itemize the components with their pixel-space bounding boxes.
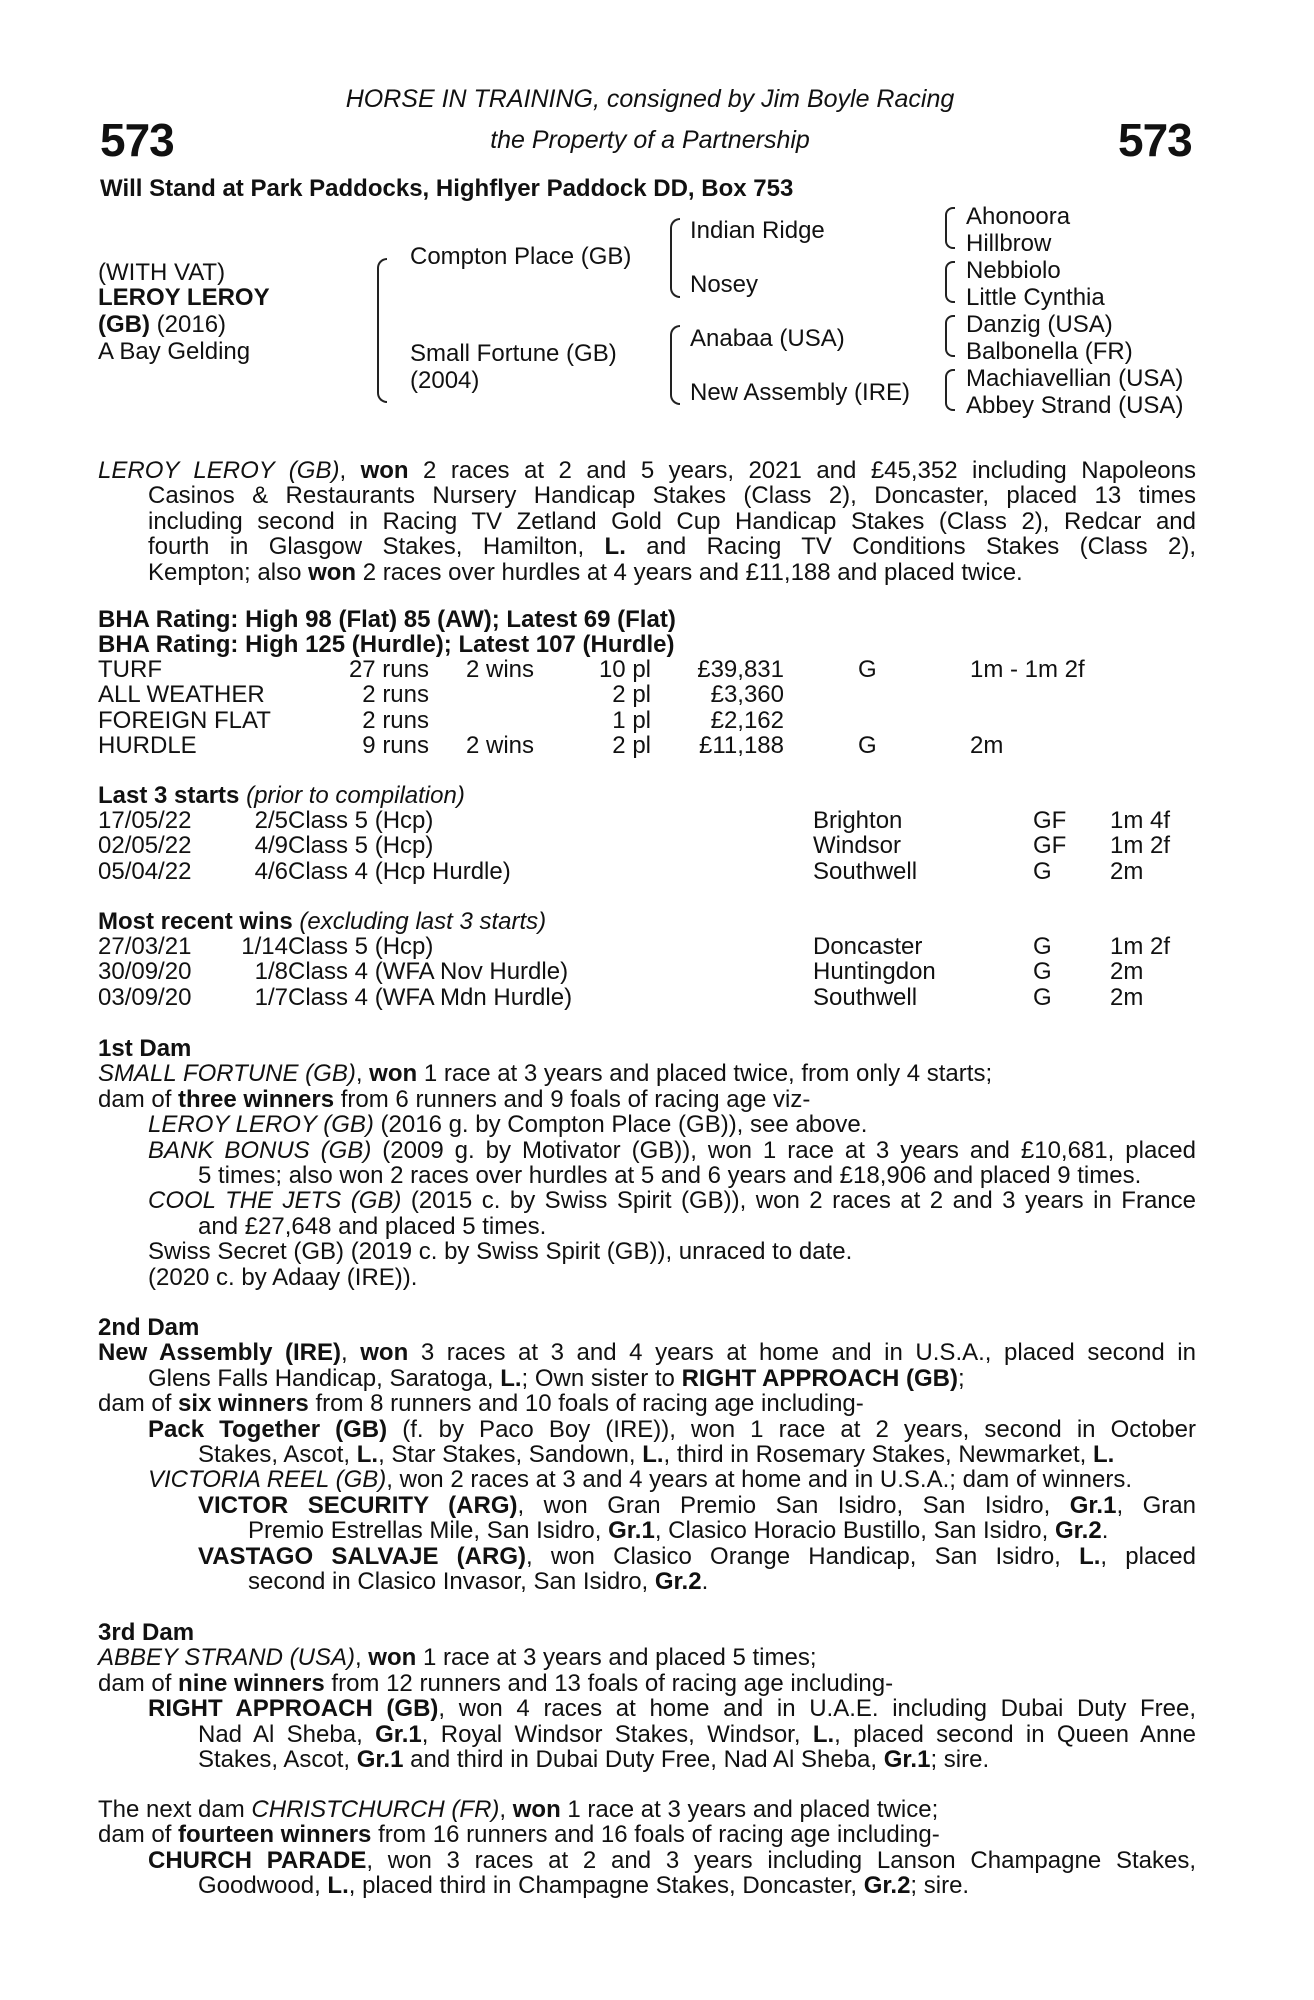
last3-note: (prior to compilation) [239, 782, 465, 809]
text: The next dam [98, 1796, 252, 1823]
race-course: Southwell [813, 857, 918, 885]
race-class: Class 4 (WFA Nov Hurdle) [288, 958, 569, 986]
summary-text: and Racing TV Conditions Stakes (Class 2), [625, 533, 1196, 561]
text: ; [958, 1364, 965, 1392]
race-distance: 1m 2f [1110, 933, 1171, 960]
text: from 6 runners and 9 foals of racing age viz- [334, 1085, 811, 1113]
race-position: 1/7 [254, 983, 288, 1011]
text: , won Gran Premio San Isidro, San Isidro, [517, 1491, 1070, 1519]
dam-name: SMALL FORTUNE (GB) [98, 1060, 356, 1088]
pedigree-sss: Ahonoora [966, 203, 1071, 230]
first-dam-section [98, 1036, 1196, 1290]
text: . [1101, 1517, 1109, 1545]
race-course: Doncaster [813, 933, 923, 960]
pedigree-ddd: Abbey Strand (USA) [966, 392, 1184, 419]
summary-text: 2 races over hurdles at 4 years and £11,188 and placed twice. [356, 558, 1023, 586]
won-word: won [512, 1796, 561, 1823]
pedigree-dds: Machiavellian (USA) [966, 365, 1184, 392]
text: (2016 g. by Compton Place (GB)), see above. [373, 1111, 868, 1139]
pedigree-sds: Nebbiolo [966, 257, 1061, 284]
dam-name: ABBEY STRAND (USA) [98, 1644, 355, 1672]
text: 3 races at 3 and 4 years at home and in U.S.A., placed second in [408, 1339, 1196, 1367]
summary-horse-name: LEROY LEROY (GB) [98, 457, 340, 484]
second-dam-section [98, 1315, 1196, 1594]
group-mark: Gr.1 [608, 1517, 655, 1545]
record-row [98, 682, 1198, 707]
record-prize-money: £11,188 [699, 732, 784, 760]
race-course: Huntingdon [813, 958, 936, 986]
text: (2015 c. by Swiss Spirit (GB)), won 2 races at 2 and 3 years in France [401, 1187, 1196, 1215]
text: ; Own sister to [521, 1364, 682, 1392]
text: and £27,648 and placed 5 times. [198, 1212, 547, 1240]
text: , Star Stakes, Sandown, [378, 1441, 643, 1469]
won-word: won [360, 1339, 409, 1367]
race-distance: 2m [1110, 857, 1144, 885]
won-word: won [369, 1060, 418, 1088]
grand-progeny-name: VASTAGO SALVAJE (ARG) [198, 1542, 526, 1570]
text: , third in Rosemary Stakes, Newmarket, [663, 1441, 1094, 1469]
record-wins: 2 wins [465, 656, 534, 683]
winners-count: fourteen winners [178, 1821, 372, 1849]
recent-win-row [98, 959, 1198, 984]
race-date: 03/09/20 [98, 983, 192, 1011]
summary-text: Kempton; also [148, 558, 309, 586]
text: Nad Al Sheba, [198, 1720, 376, 1748]
record-runs: 2 runs [362, 706, 429, 734]
vat-note: (WITH VAT) [98, 259, 226, 286]
record-prize-money: £2,162 [710, 706, 784, 734]
text: 5 times; also won 2 races over hurdles at 5 and 6 years and £18,906 and placed 9 times. [198, 1162, 1142, 1190]
horse-country: (GB) [98, 311, 150, 338]
record-wins: 2 wins [465, 732, 534, 760]
text: 1 race at 3 years and placed twice; [560, 1796, 939, 1823]
lot-number-right: 573 [1118, 114, 1192, 166]
race-date: 30/09/20 [98, 958, 192, 986]
text: , Gran [1116, 1491, 1196, 1519]
race-date: 02/05/22 [98, 832, 192, 860]
record-places: 1 pl [612, 706, 651, 734]
text: Stakes, Ascot, [198, 1746, 357, 1774]
recent-wins-note: (excluding last 3 starts) [292, 908, 547, 935]
text: and third in Dubai Duty Free, Nad Al Sheba, [403, 1746, 884, 1774]
record-going: G [858, 732, 877, 760]
sep: , [499, 1796, 513, 1823]
listed-mark: L. [327, 1872, 349, 1900]
summary-line-3: including second in Racing TV Zetland Gold Cup Handicap Stakes (Class 2), Redcar and [148, 507, 1196, 535]
record-row [98, 708, 1198, 733]
pedigree-brace-ss [945, 207, 955, 249]
text: Stakes, Ascot, [198, 1441, 357, 1469]
text: Premio Estrellas Mile, San Isidro, [248, 1517, 609, 1545]
pedigree-brace-dam [670, 325, 680, 405]
stand-line: Will Stand at Park Paddocks, Highflyer Paddock DD, Box 753 [100, 175, 794, 202]
race-class: Class 5 (Hcp) [288, 832, 434, 860]
pedigree-ssd: Hillbrow [966, 230, 1052, 257]
record-row [98, 733, 1198, 758]
race-position: 1/14 [241, 933, 288, 960]
text: dam of [98, 1821, 179, 1849]
pedigree-dsd: Balbonella (FR) [966, 338, 1133, 365]
text: ; sire. [910, 1872, 970, 1900]
listed-mark: L. [812, 1720, 835, 1748]
record-runs: 2 runs [362, 681, 429, 709]
summary-won: won [360, 457, 409, 484]
group-mark: Gr.1 [1069, 1491, 1117, 1519]
second-dam-title: 2nd Dam [98, 1314, 200, 1341]
record-going: G [858, 656, 877, 683]
record-surface: TURF [98, 656, 162, 683]
last3-row [98, 833, 1198, 858]
summary-sep: , [339, 457, 361, 484]
group-mark: Gr.2 [863, 1872, 911, 1900]
progeny-name: RIGHT APPROACH (GB) [148, 1695, 439, 1723]
progeny-name: Pack Together (GB) [148, 1415, 388, 1443]
group-mark: Gr.2 [654, 1568, 702, 1596]
last3-title: Last 3 starts [98, 782, 240, 809]
sep: , [355, 1060, 370, 1088]
text: 1 race at 3 years and placed 5 times; [416, 1644, 817, 1672]
text: Goodwood, [198, 1872, 328, 1900]
pedigree-brace-main [377, 258, 387, 403]
race-going: G [1033, 958, 1052, 986]
lot-number-left: 573 [100, 114, 174, 166]
text: (f. by Paco Boy (IRE)), won 1 race at 2 years, second in October [387, 1415, 1196, 1443]
pedigree-sdd: Little Cynthia [966, 284, 1105, 311]
pedigree-dam-sire: Anabaa (USA) [690, 325, 845, 352]
pedigree-dss: Danzig (USA) [966, 311, 1113, 338]
winners-count: three winners [178, 1085, 335, 1113]
text: , won 4 races at home and in U.A.E. including Dubai Duty Free, [438, 1695, 1196, 1723]
sep: , [341, 1339, 361, 1367]
sep: , [354, 1644, 369, 1672]
group-mark: Gr.1 [375, 1720, 422, 1748]
winners-count: nine winners [178, 1669, 325, 1697]
recent-wins-title: Most recent wins [98, 908, 293, 935]
first-dam-title: 1st Dam [98, 1035, 192, 1062]
pedigree-brace-sd [945, 261, 955, 303]
record-runs: 9 runs [362, 732, 429, 760]
record-row [98, 657, 1198, 682]
pedigree-brace-dd [945, 369, 955, 411]
record-places: 10 pl [598, 656, 651, 683]
progeny-line: Swiss Secret (GB) (2019 c. by Swiss Spirit (GB)), unraced to date. [148, 1238, 853, 1266]
race-date: 05/04/22 [98, 857, 192, 885]
horse-year: (2016) [156, 311, 227, 338]
race-course: Southwell [813, 983, 918, 1011]
dam-name: CHRISTCHURCH (FR) [251, 1796, 500, 1823]
last3-table [98, 808, 1198, 884]
record-surface: ALL WEATHER [98, 681, 265, 709]
progeny-name: CHURCH PARADE [148, 1846, 367, 1874]
recent-wins-table [98, 934, 1198, 1010]
race-going: GF [1033, 807, 1067, 834]
bha-rating-hurdle: BHA Rating: High 125 (Hurdle); Latest 107 (Hurdle) [98, 631, 675, 658]
sibling-name: RIGHT APPROACH (GB) [681, 1364, 958, 1392]
last3-row [98, 808, 1198, 833]
winners-count: six winners [178, 1390, 309, 1418]
race-date: 17/05/22 [98, 807, 192, 834]
pedigree-dam-dam: New Assembly (IRE) [690, 379, 911, 406]
horse-name: LEROY LEROY [98, 284, 270, 311]
record-places: 2 pl [612, 732, 651, 760]
record-distance: 1m - 1m 2f [970, 656, 1085, 683]
race-class: Class 5 (Hcp) [288, 807, 434, 834]
listed-mark: L. [1093, 1441, 1115, 1469]
pedigree-sire: Compton Place (GB) [410, 243, 632, 270]
summary-won: won [308, 558, 357, 586]
text: , Clasico Horacio Bustillo, San Isidro, [654, 1517, 1055, 1545]
race-class: Class 4 (Hcp Hurdle) [288, 857, 511, 885]
property-line: the Property of a Partnership [490, 126, 810, 154]
group-mark: Gr.1 [356, 1746, 404, 1774]
race-summary [98, 458, 1196, 585]
race-going: GF [1033, 832, 1067, 860]
text: dam of [98, 1390, 179, 1418]
recent-win-row [98, 934, 1198, 959]
record-prize-money: £3,360 [710, 681, 784, 709]
summary-text: 2 races at 2 and 5 years, 2021 and £45,352 including Napoleons [408, 457, 1196, 484]
horse-country-year [98, 312, 226, 337]
text: (2009 g. by Motivator (GB)), won 1 race at 3 years and £10,681, placed [371, 1136, 1196, 1164]
progeny-name: VICTORIA REEL (GB) [148, 1466, 387, 1494]
pedigree-dam: Small Fortune (GB) [410, 340, 617, 367]
listed-mark: L. [1079, 1542, 1101, 1570]
text: 1 race at 3 years and placed twice, from only 4 starts; [417, 1060, 993, 1088]
progeny-name: BANK BONUS (GB) [148, 1136, 372, 1164]
dam-name: New Assembly (IRE) [98, 1339, 341, 1367]
text: , placed third in Champagne Stakes, Doncaster, [348, 1872, 864, 1900]
text: second in Clasico Invasor, San Isidro, [248, 1568, 655, 1596]
text: . [701, 1568, 709, 1596]
record-prize-money: £39,831 [697, 656, 784, 683]
listed-mark: L. [642, 1441, 664, 1469]
race-going: G [1033, 933, 1052, 960]
race-course: Brighton [813, 807, 903, 834]
race-distance: 2m [1110, 983, 1144, 1011]
record-surface: FOREIGN FLAT [98, 706, 271, 734]
text: , Royal Windsor Stakes, Windsor, [421, 1720, 813, 1748]
last3-heading [98, 783, 465, 808]
text: dam of [98, 1085, 179, 1113]
pedigree-sire-sire: Indian Ridge [690, 217, 825, 244]
group-mark: Gr.2 [1055, 1517, 1102, 1545]
horse-description: A Bay Gelding [98, 338, 251, 365]
text: from 12 runners and 13 foals of racing age including- [324, 1669, 894, 1697]
summary-text: fourth in Glasgow Stakes, Hamilton, [148, 533, 605, 561]
race-going: G [1033, 983, 1052, 1011]
race-position: 4/6 [254, 857, 288, 885]
pedigree-dam-year: (2004) [410, 367, 480, 394]
race-distance: 1m 2f [1110, 832, 1171, 860]
text: , placed [1100, 1542, 1196, 1570]
pedigree-sire-dam: Nosey [690, 271, 759, 298]
group-mark: Gr.1 [883, 1746, 931, 1774]
text: , won Clasico Orange Handicap, San Isidro, [526, 1542, 1080, 1570]
won-word: won [368, 1644, 417, 1672]
progeny-name: COOL THE JETS (GB) [148, 1187, 402, 1215]
text: , won 3 races at 2 and 3 years including Lanson Champagne Stakes, [366, 1846, 1196, 1874]
progeny-name: LEROY LEROY (GB) [148, 1111, 374, 1139]
race-distance: 2m [1110, 958, 1144, 986]
pedigree-brace-sire [670, 218, 680, 298]
third-dam-title: 3rd Dam [98, 1619, 195, 1646]
record-runs: 27 runs [348, 656, 429, 683]
summary-line-2: Casinos & Restaurants Nursery Handicap Stakes (Class 2), Doncaster, placed 13 times [148, 482, 1196, 510]
race-date: 27/03/21 [98, 933, 192, 960]
race-position: 2/5 [254, 807, 288, 834]
text: from 8 runners and 10 foals of racing age including- [308, 1390, 864, 1418]
text: , placed second in Queen Anne [834, 1720, 1196, 1748]
progeny-line: (2020 c. by Adaay (IRE)). [148, 1263, 418, 1291]
text: ; sire. [930, 1746, 990, 1774]
grand-progeny-name: VICTOR SECURITY (ARG) [198, 1491, 518, 1519]
recent-win-row [98, 985, 1198, 1010]
record-places: 2 pl [612, 681, 651, 709]
text: Glens Falls Handicap, Saratoga, [148, 1364, 501, 1392]
consignor-line: HORSE IN TRAINING, consigned by Jim Boyle Racing [345, 85, 955, 113]
race-class: Class 5 (Hcp) [288, 933, 434, 960]
race-course: Windsor [813, 832, 902, 860]
text: , won 2 races at 3 and 4 years at home and in U.S.A.; dam of winners. [386, 1466, 1133, 1494]
record-surface: HURDLE [98, 732, 197, 760]
last3-row [98, 859, 1198, 884]
record-table [98, 657, 1198, 759]
bha-rating-flat: BHA Rating: High 98 (Flat) 85 (AW); Latest 69 (Flat) [98, 606, 676, 633]
third-dam-section [98, 1620, 1196, 1772]
recent-wins-heading [98, 909, 546, 934]
listed-mark: L. [604, 533, 626, 561]
race-position: 1/8 [254, 958, 288, 986]
record-distance: 2m [970, 732, 1004, 760]
next-dam-section [98, 1797, 1196, 1899]
text: dam of [98, 1669, 179, 1697]
text: from 16 runners and 16 foals of racing age including- [371, 1821, 940, 1849]
listed-mark: L. [500, 1364, 522, 1392]
race-distance: 1m 4f [1110, 807, 1171, 834]
race-going: G [1033, 857, 1052, 885]
race-position: 4/9 [254, 832, 288, 860]
listed-mark: L. [356, 1441, 379, 1469]
pedigree-brace-ds [945, 315, 955, 357]
race-class: Class 4 (WFA Mdn Hurdle) [288, 983, 573, 1011]
